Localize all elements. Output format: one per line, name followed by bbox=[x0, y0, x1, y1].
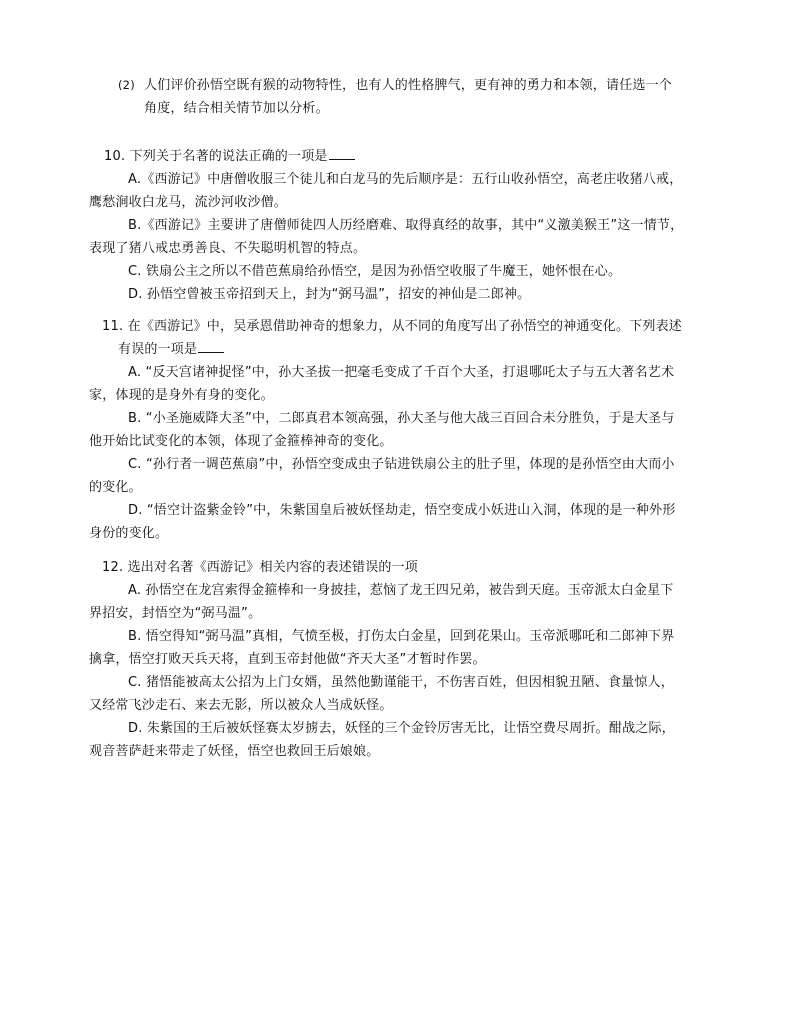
q10-stem bbox=[104, 145, 683, 168]
q9-2-line-1 bbox=[118, 74, 672, 97]
question-9-part-2 bbox=[118, 74, 672, 120]
question-12 bbox=[89, 556, 675, 763]
q11-option-d-line-2: 身份的变化。 bbox=[89, 526, 169, 541]
q11-option-b-line-2: 他开始比试变化的本领，体现了金箍棒神奇的变化。 bbox=[89, 434, 393, 449]
q11-option-c-line-2: 的变化。 bbox=[89, 480, 142, 495]
q9-2-line-2: 角度，结合相关情节加以分析。 bbox=[144, 101, 329, 116]
q11-option-c-line-1: C. “孙行者一调芭蕉扇”中，孙悟空变成虫子钻进铁扇公主的肚子里，体现的是孙悟空由大而小 bbox=[128, 457, 675, 472]
q12-option-a-line-1: A. 孙悟空在龙宫索得金箍棒和一身披挂，惹恼了龙王四兄弟，被告到天庭。玉帝派太白金星下 bbox=[128, 583, 674, 598]
q10-option-a-line-2: 鹰愁涧收白龙马，流沙河收沙僧。 bbox=[89, 195, 288, 210]
q12-option-a-line-2: 界招安，封悟空为“弼马温”。 bbox=[89, 606, 262, 621]
q11-option-a-line-2: 家，体现的是身外有身的变化。 bbox=[89, 388, 274, 403]
q10-option-c: C. 铁扇公主之所以不借芭蕉扇给孙悟空，是因为孙悟空收服了牛魔王，她怀恨在心。 bbox=[128, 264, 622, 279]
q10-option-b-line-1: B.《西游记》主要讲了唐僧师徒四人历经磨难、取得真经的故事，其中“义激美猴王”这一情节， bbox=[128, 218, 684, 233]
q11-option-d-line-1: D. “悟空计盗紫金铃”中，朱紫国皇后被妖怪劫走，悟空变成小妖进山入洞，体现的是一种外形 bbox=[128, 503, 676, 518]
answer-blank[interactable] bbox=[198, 338, 224, 353]
q12-option-b-line-2: 擒拿，悟空打败天兵天将，直到玉帝封他做“齐天大圣”才暂时作罢。 bbox=[89, 652, 486, 667]
q12-option-c-line-1: C. 猪悟能被高太公招为上门女婿，虽然他勤谨能干，不伤害百姓，但因相貌丑陋、食量惊人， bbox=[128, 675, 674, 690]
q11-option-b-line-1: B. “小圣施威降大圣”中，二郎真君本领高强，孙大圣与他大战三百回合未分胜负，于是大圣与 bbox=[128, 411, 675, 426]
q10-stem-text: 10. 下列关于名著的说法正确的一项是 bbox=[104, 149, 328, 164]
q11-option-a-line-1: A. “反天宫诸神捉怪”中，孙大圣拔一把毫毛变成了千百个大圣，打退哪吒太子与五大著名艺术 bbox=[128, 365, 675, 380]
q10-option-d: D. 孙悟空曾被玉帝招到天上，封为“弼马温”，招安的神仙是二郎神。 bbox=[128, 287, 531, 302]
q11-stem-text-2: 有误的一项是 bbox=[118, 342, 198, 357]
q12-stem: 12. 选出对名著《西游记》相关内容的表述错误的一项 bbox=[102, 560, 419, 575]
question-11 bbox=[89, 315, 683, 545]
sub-question-number: (2) bbox=[118, 78, 135, 92]
q11-stem-line-2 bbox=[102, 338, 682, 361]
q12-option-d-line-1: D. 朱紫国的王后被妖怪赛太岁掳去，妖怪的三个金铃厉害无比，让悟空费尽周折。酣战之际， bbox=[128, 721, 675, 736]
q9-2-text-1: 人们评价孙悟空既有猴的动物特性，也有人的性格脾气，更有神的勇力和本领，请任选一个 bbox=[144, 78, 673, 93]
question-10 bbox=[89, 145, 684, 306]
q12-option-b-line-1: B. 悟空得知“弼马温”真相，气愤至极，打伤太白金星，回到花果山。玉帝派哪吒和二郎神下界 bbox=[128, 629, 675, 644]
answer-blank[interactable] bbox=[329, 145, 355, 160]
q10-option-b-line-2: 表现了猪八戒忠勇善良、不失聪明机智的特点。 bbox=[89, 241, 367, 256]
q12-option-c-line-2: 又经常飞沙走石、来去无影，所以被众人当成妖怪。 bbox=[89, 698, 393, 713]
q12-option-d-line-2: 观音菩萨赶来带走了妖怪，悟空也救回王后娘娘。 bbox=[89, 744, 380, 759]
q10-option-a-line-1: A.《西游记》中唐僧收服三个徒儿和白龙马的先后顺序是：五行山收孙悟空，高老庄收猪八戒， bbox=[128, 172, 683, 187]
q11-stem-line-1: 11. 在《西游记》中，吴承恩借助神奇的想象力，从不同的角度写出了孙悟空的神通变化。下列表述 bbox=[102, 319, 683, 334]
